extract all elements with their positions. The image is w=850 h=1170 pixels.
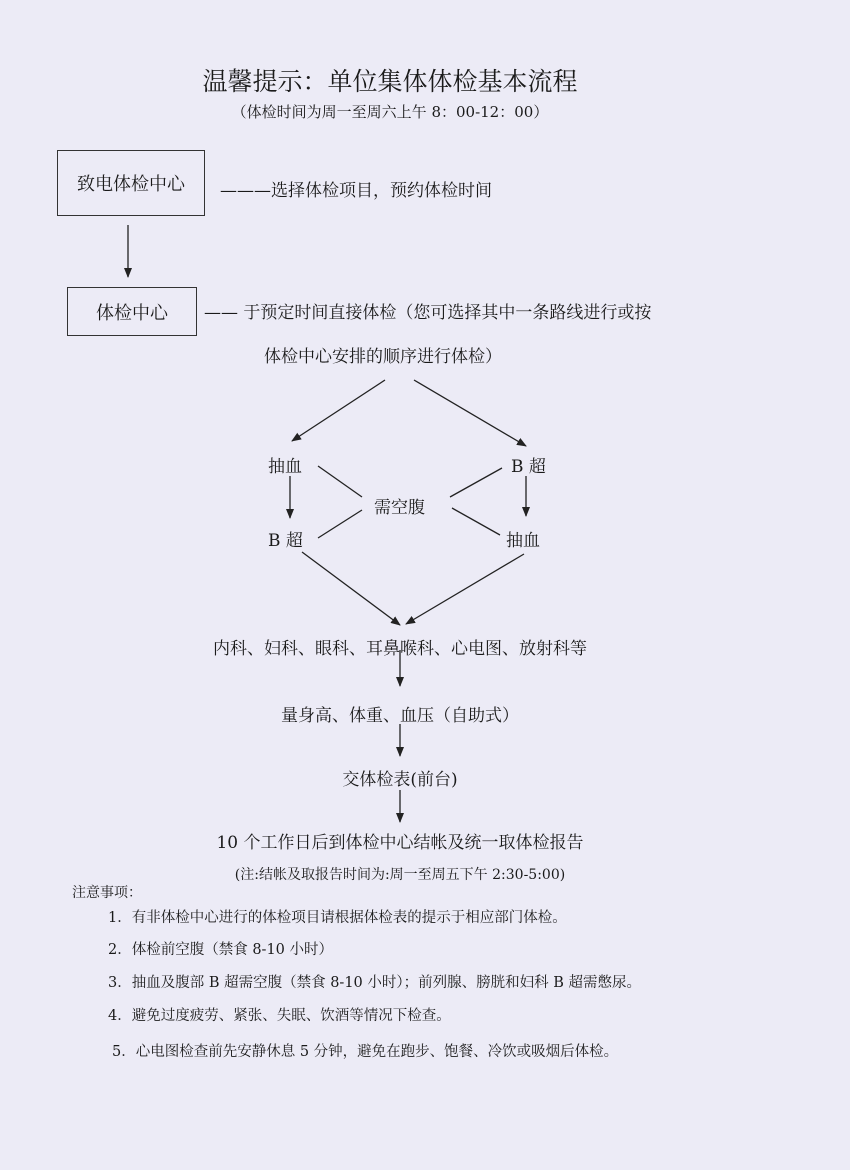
notes-heading: 注意事项： — [72, 885, 142, 901]
note-item: 4．避免过度疲劳、紧张、失眠、饮酒等情况下检查。 — [108, 1008, 451, 1024]
step-collect-report: 10 个工作日后到体检中心结帐及统一取体检报告 — [216, 833, 584, 853]
note-item: 2．体检前空腹（禁食 8-10 小时） — [108, 942, 334, 958]
exam-center-note-line2: 体检中心安排的顺序进行体检） — [264, 347, 502, 367]
center-link-right-bottom — [452, 508, 500, 535]
branch-left-top: 抽血 — [268, 457, 302, 477]
branch-center-fasting: 需空腹 — [374, 498, 425, 518]
exam-center-label: 体检中心 — [96, 302, 168, 324]
page-title: 温馨提示：单位集体体检基本流程 — [202, 67, 578, 96]
branch-right-top: B 超 — [511, 457, 546, 477]
note-item: 1．有非体检中心进行的体检项目请根据体检表的提示于相应部门体检。 — [108, 910, 567, 926]
call-center-note: ———选择体检项目，预约体检时间 — [220, 181, 492, 201]
note-item: 3．抽血及腹部 B 超需空腹（禁食 8-10 小时）；前列腺、膀胱和妇科 B 超需憋尿。 — [108, 975, 642, 991]
arrow-left-to-step1 — [302, 552, 400, 625]
step-departments: 内科、妇科、眼科、耳鼻喉科、心电图、放射科等 — [213, 639, 587, 659]
arrow-right-to-step1 — [406, 554, 524, 624]
step-collect-report-note: (注:结帐及取报告时间为:周一至周五下午 2:30-5:00) — [234, 867, 566, 883]
branch-left-bottom: B 超 — [268, 531, 303, 551]
center-link-left-bottom — [318, 510, 362, 538]
arrow-to-left-branch — [292, 380, 385, 441]
center-link-left-top — [318, 466, 362, 497]
call-center-label: 致电体检中心 — [77, 174, 185, 195]
step-submit-form: 交体检表(前台) — [342, 770, 458, 790]
page-subtitle: （体检时间为周一至周六上午 8：00-12：00） — [231, 103, 549, 121]
step-measurements: 量身高、体重、血压（自助式） — [281, 706, 519, 726]
branch-right-bottom: 抽血 — [506, 531, 540, 551]
center-link-right-top — [450, 468, 502, 497]
arrow-to-right-branch — [414, 380, 526, 446]
exam-center-box — [67, 287, 197, 336]
call-center-box — [57, 150, 205, 216]
exam-center-note-line1: —— 于预定时间直接体检（您可选择其中一条路线进行或按 — [204, 303, 652, 323]
note-item: 5．心电图检查前先安静休息 5 分钟，避免在跑步、饱餐、冷饮或吸烟后体检。 — [112, 1044, 619, 1060]
